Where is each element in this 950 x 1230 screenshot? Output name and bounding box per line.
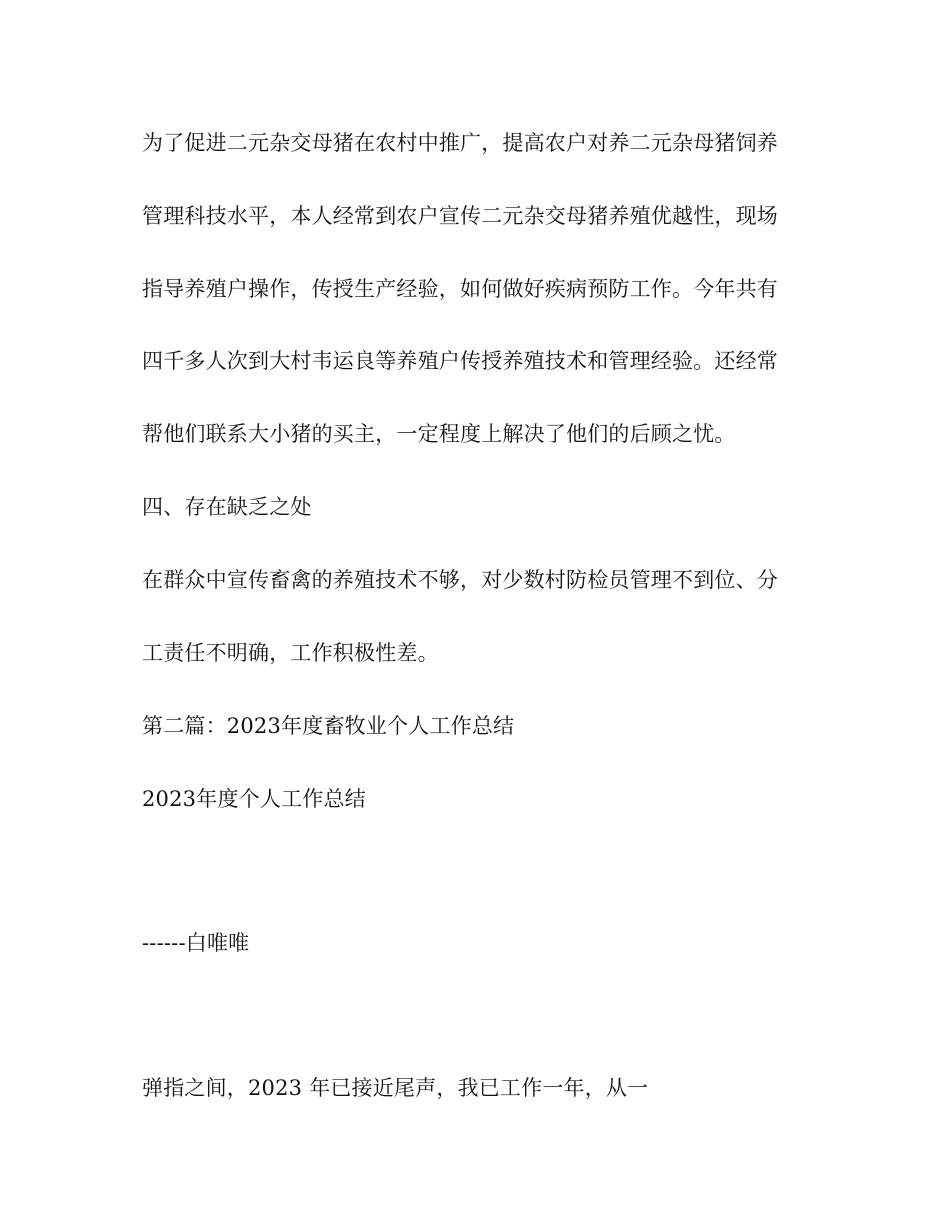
summary-title: 2023年度个人工作总结 — [142, 787, 366, 811]
paragraph-line-5: 帮他们联系大小猪的买主，一定程度上解决了他们的后顾之忧。 — [142, 422, 736, 446]
paragraph-line-8: 弹指之间，2023 年已接近尾声，我已工作一年，从一 — [142, 1076, 649, 1100]
paragraph-line-3: 指导养殖户操作，传授生产经验，如何做好疾病预防工作。今年共有 — [142, 277, 778, 301]
chapter-title: 第二篇：2023年度畜牧业个人工作总结 — [142, 714, 515, 738]
paragraph-line-7: 工责任不明确，工作积极性差。 — [142, 641, 439, 665]
section-heading: 四、存在缺乏之处 — [142, 495, 312, 519]
paragraph-line-1: 为了促进二元杂交母猪在农村中推广，提高农户对养二元杂母猪饲养 — [142, 131, 778, 155]
paragraph-line-6: 在群众中宣传畜禽的养殖技术不够，对少数村防检员管理不到位、分 — [142, 568, 778, 592]
author-line: ------白唯唯 — [142, 931, 250, 955]
paragraph-line-2: 管理科技水平，本人经常到农户宣传二元杂交母猪养殖优越性，现场 — [142, 204, 778, 228]
paragraph-line-4: 四千多人次到大村韦运良等养殖户传授养殖技术和管理经验。还经常 — [142, 349, 778, 373]
